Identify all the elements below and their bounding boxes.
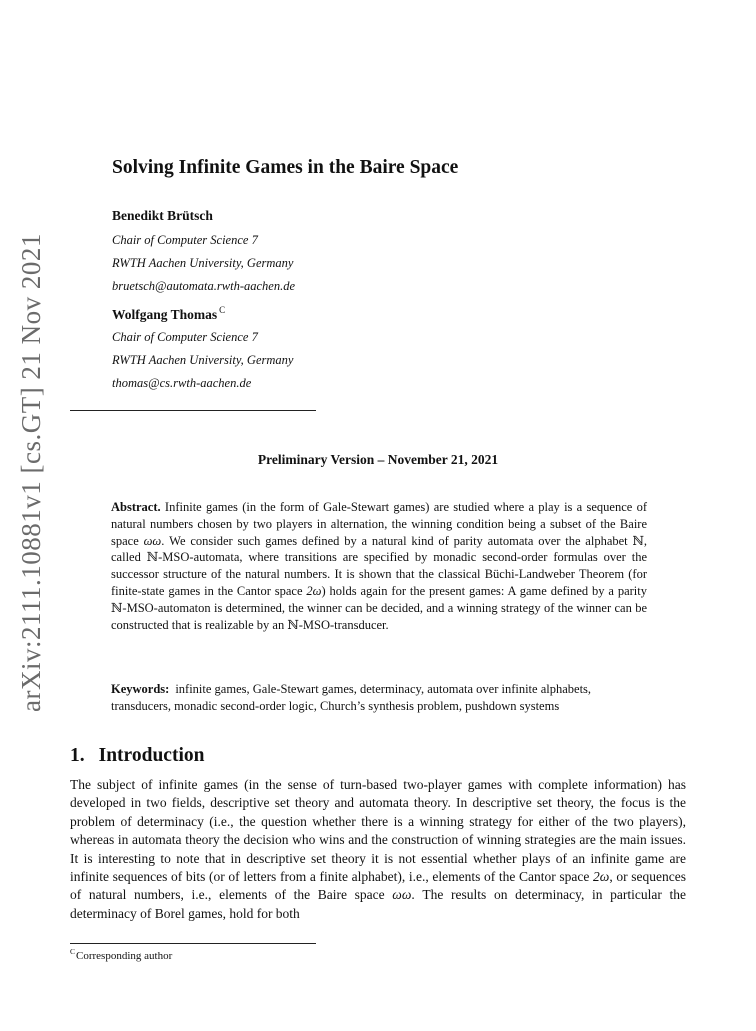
- author-name: Benedikt Brütsch: [112, 208, 213, 223]
- intro-paragraph: The subject of infinite games (in the sense of turn-based two-player games with complete information) has developed in two fields, descriptive set theory and automata theory. In descriptive set theory, the focus is the problem of determinacy (i.e., the question whether there is a winning strategy for either of the two players), whereas in automata theory the decision who wins and the construction of winning strategies are the main issues. It is interesting to note that in descriptive set theory it is not essential whether plays of an infinite game are infinite sequences of bits (or of letters from a finite alphabet), i.e., elements of the Cantor space 2ω, or sequences of natural numbers, i.e., elements of the Baire space ωω. The results on determinacy, in particular the determinacy of Borel games, hold for both: [70, 777, 686, 921]
- abstract-label: Abstract.: [111, 500, 161, 514]
- paper-title: Solving Infinite Games in the Baire Space: [112, 157, 459, 178]
- abstract: Abstract. Infinite games (in the form of Gale-Stewart games) are studied where a play is a sequence of natural numbers chosen by two players in alternation, the winning condition being a subset of the Baire space ωω. We consider such games defined by a natural kind of parity automata over the alphabet ℕ, called ℕ-MSO-automata, where transitions are specified by monadic second-order formulas over the successor structure of the natural numbers. It is shown that the classical Büchi-Landweber Theorem (for finite-state games in the Cantor space 2ω) holds again for the present games: A game defined by a parity ℕ-MSO-automaton is determined, the winner can be decided, and a winning strategy of the winner can be constructed that is realizable by an ℕ-MSO-transducer.: [111, 500, 648, 632]
- keywords-label: Keywords:: [111, 682, 170, 696]
- math-cantor-space: 2ω: [593, 869, 610, 885]
- math-cantor-space: 2ω: [306, 583, 322, 598]
- footnote: $^C$Corresponding author: [70, 947, 173, 962]
- corresponding-author-marker: C: [219, 305, 226, 315]
- keywords: [111, 681, 647, 715]
- arxiv-id-text: arXiv:2111.10881v1 [cs.GT] 21 Nov 2021: [16, 233, 46, 712]
- author-affiliation: Chair of Computer Science 7: [112, 233, 258, 247]
- author-email: thomas@cs.rwth-aachen.de: [112, 376, 252, 390]
- footnote-marker: C: [70, 947, 76, 956]
- keywords-text: infinite games, Gale-Stewart games, determinacy, automata over infinite alphabets, transducers, monadic second-order logic, Church’s synthesis problem, pushdown systems: [111, 682, 592, 713]
- math-baire-space: ωω: [392, 887, 412, 903]
- author-affiliation: Chair of Computer Science 7: [112, 330, 258, 344]
- math-baire-space: ωω: [143, 533, 162, 548]
- section-heading: 1. Introduction: [70, 745, 205, 766]
- header-divider: [70, 410, 316, 411]
- author-university: RWTH Aachen University, Germany: [112, 256, 294, 270]
- author-name: Wolfgang Thomas $^C$: [112, 305, 226, 322]
- author-university: RWTH Aachen University, Germany: [112, 353, 294, 367]
- author-email: bruetsch@automata.rwth-aachen.de: [112, 279, 296, 293]
- version-note: Preliminary Version – November 21, 2021: [257, 452, 499, 467]
- footnote-divider: [70, 943, 316, 944]
